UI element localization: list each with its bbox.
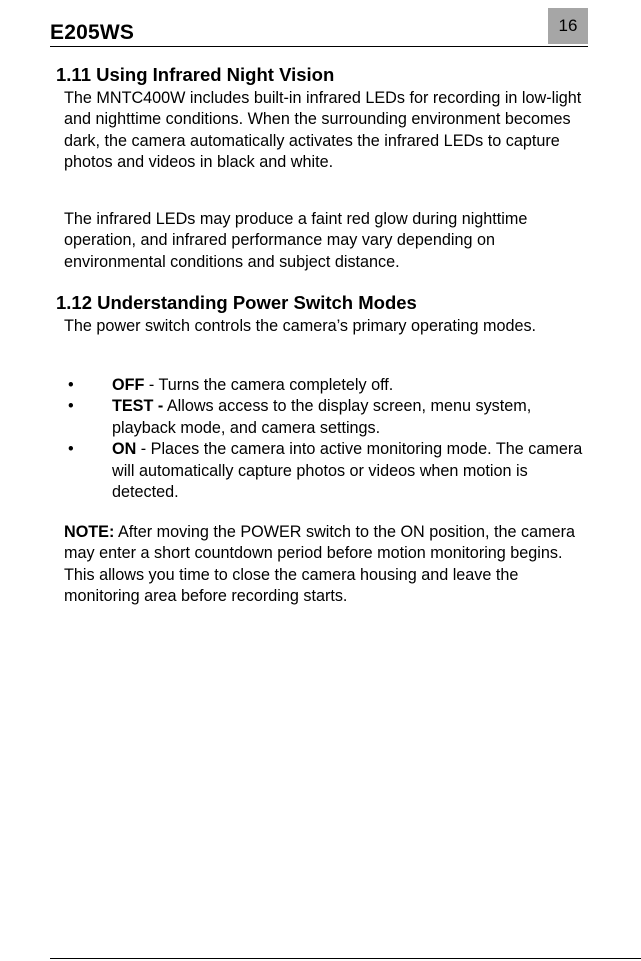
list-item bbox=[64, 375, 584, 396]
list-item bbox=[64, 439, 584, 503]
note-text: After moving the POWER switch to the ON position, the camera may enter a short countdown period before motion monitoring begins. This allows you time to close the camera housing and leave the monitoring area before recording starts. bbox=[64, 523, 575, 606]
section-title-power-switch: 1.12 Understanding Power Switch Modes bbox=[56, 292, 417, 313]
mode-description-test: Allows access to the display screen, menu system, playback mode, and camera settings. bbox=[112, 397, 532, 437]
mode-term-test: TEST - bbox=[112, 397, 164, 416]
power-switch-intro: The power switch controls the camera’s primary operating modes. bbox=[64, 317, 537, 335]
bullet-icon: • bbox=[68, 440, 74, 459]
bullet-icon: • bbox=[68, 376, 74, 394]
bullet-icon: • bbox=[68, 397, 74, 416]
note-label: NOTE: bbox=[64, 523, 115, 541]
page-header bbox=[50, 8, 588, 47]
infrared-paragraph-2: The infrared LEDs may produce a faint red glow during nighttime operation, and infrared performance may vary depending on environmental conditions and subject distance. bbox=[64, 210, 528, 271]
mode-description-on: - Places the camera into active monitoring mode. The camera will automatically capture photos or videos when motion is detected. bbox=[112, 440, 583, 502]
page-number-badge: 16 bbox=[548, 8, 588, 44]
section-title-infrared: 1.11 Using Infrared Night Vision bbox=[56, 64, 335, 85]
infrared-paragraph-1: The MNTC400W includes built-in infrared LEDs for recording in low-light and nighttime conditions. When the surrounding environment becomes dark, the camera automatically activates the infrared LEDs to capture photos and videos in black and white. bbox=[64, 89, 582, 172]
list-item bbox=[64, 396, 584, 439]
mode-description-off: - Turns the camera completely off. bbox=[144, 376, 394, 394]
mode-term-on: ON bbox=[112, 440, 137, 459]
footer-divider bbox=[50, 958, 641, 959]
model-name: E205WS bbox=[50, 21, 135, 44]
power-modes-list bbox=[64, 375, 584, 503]
note-paragraph bbox=[64, 522, 594, 608]
mode-term-off: OFF bbox=[112, 376, 145, 394]
